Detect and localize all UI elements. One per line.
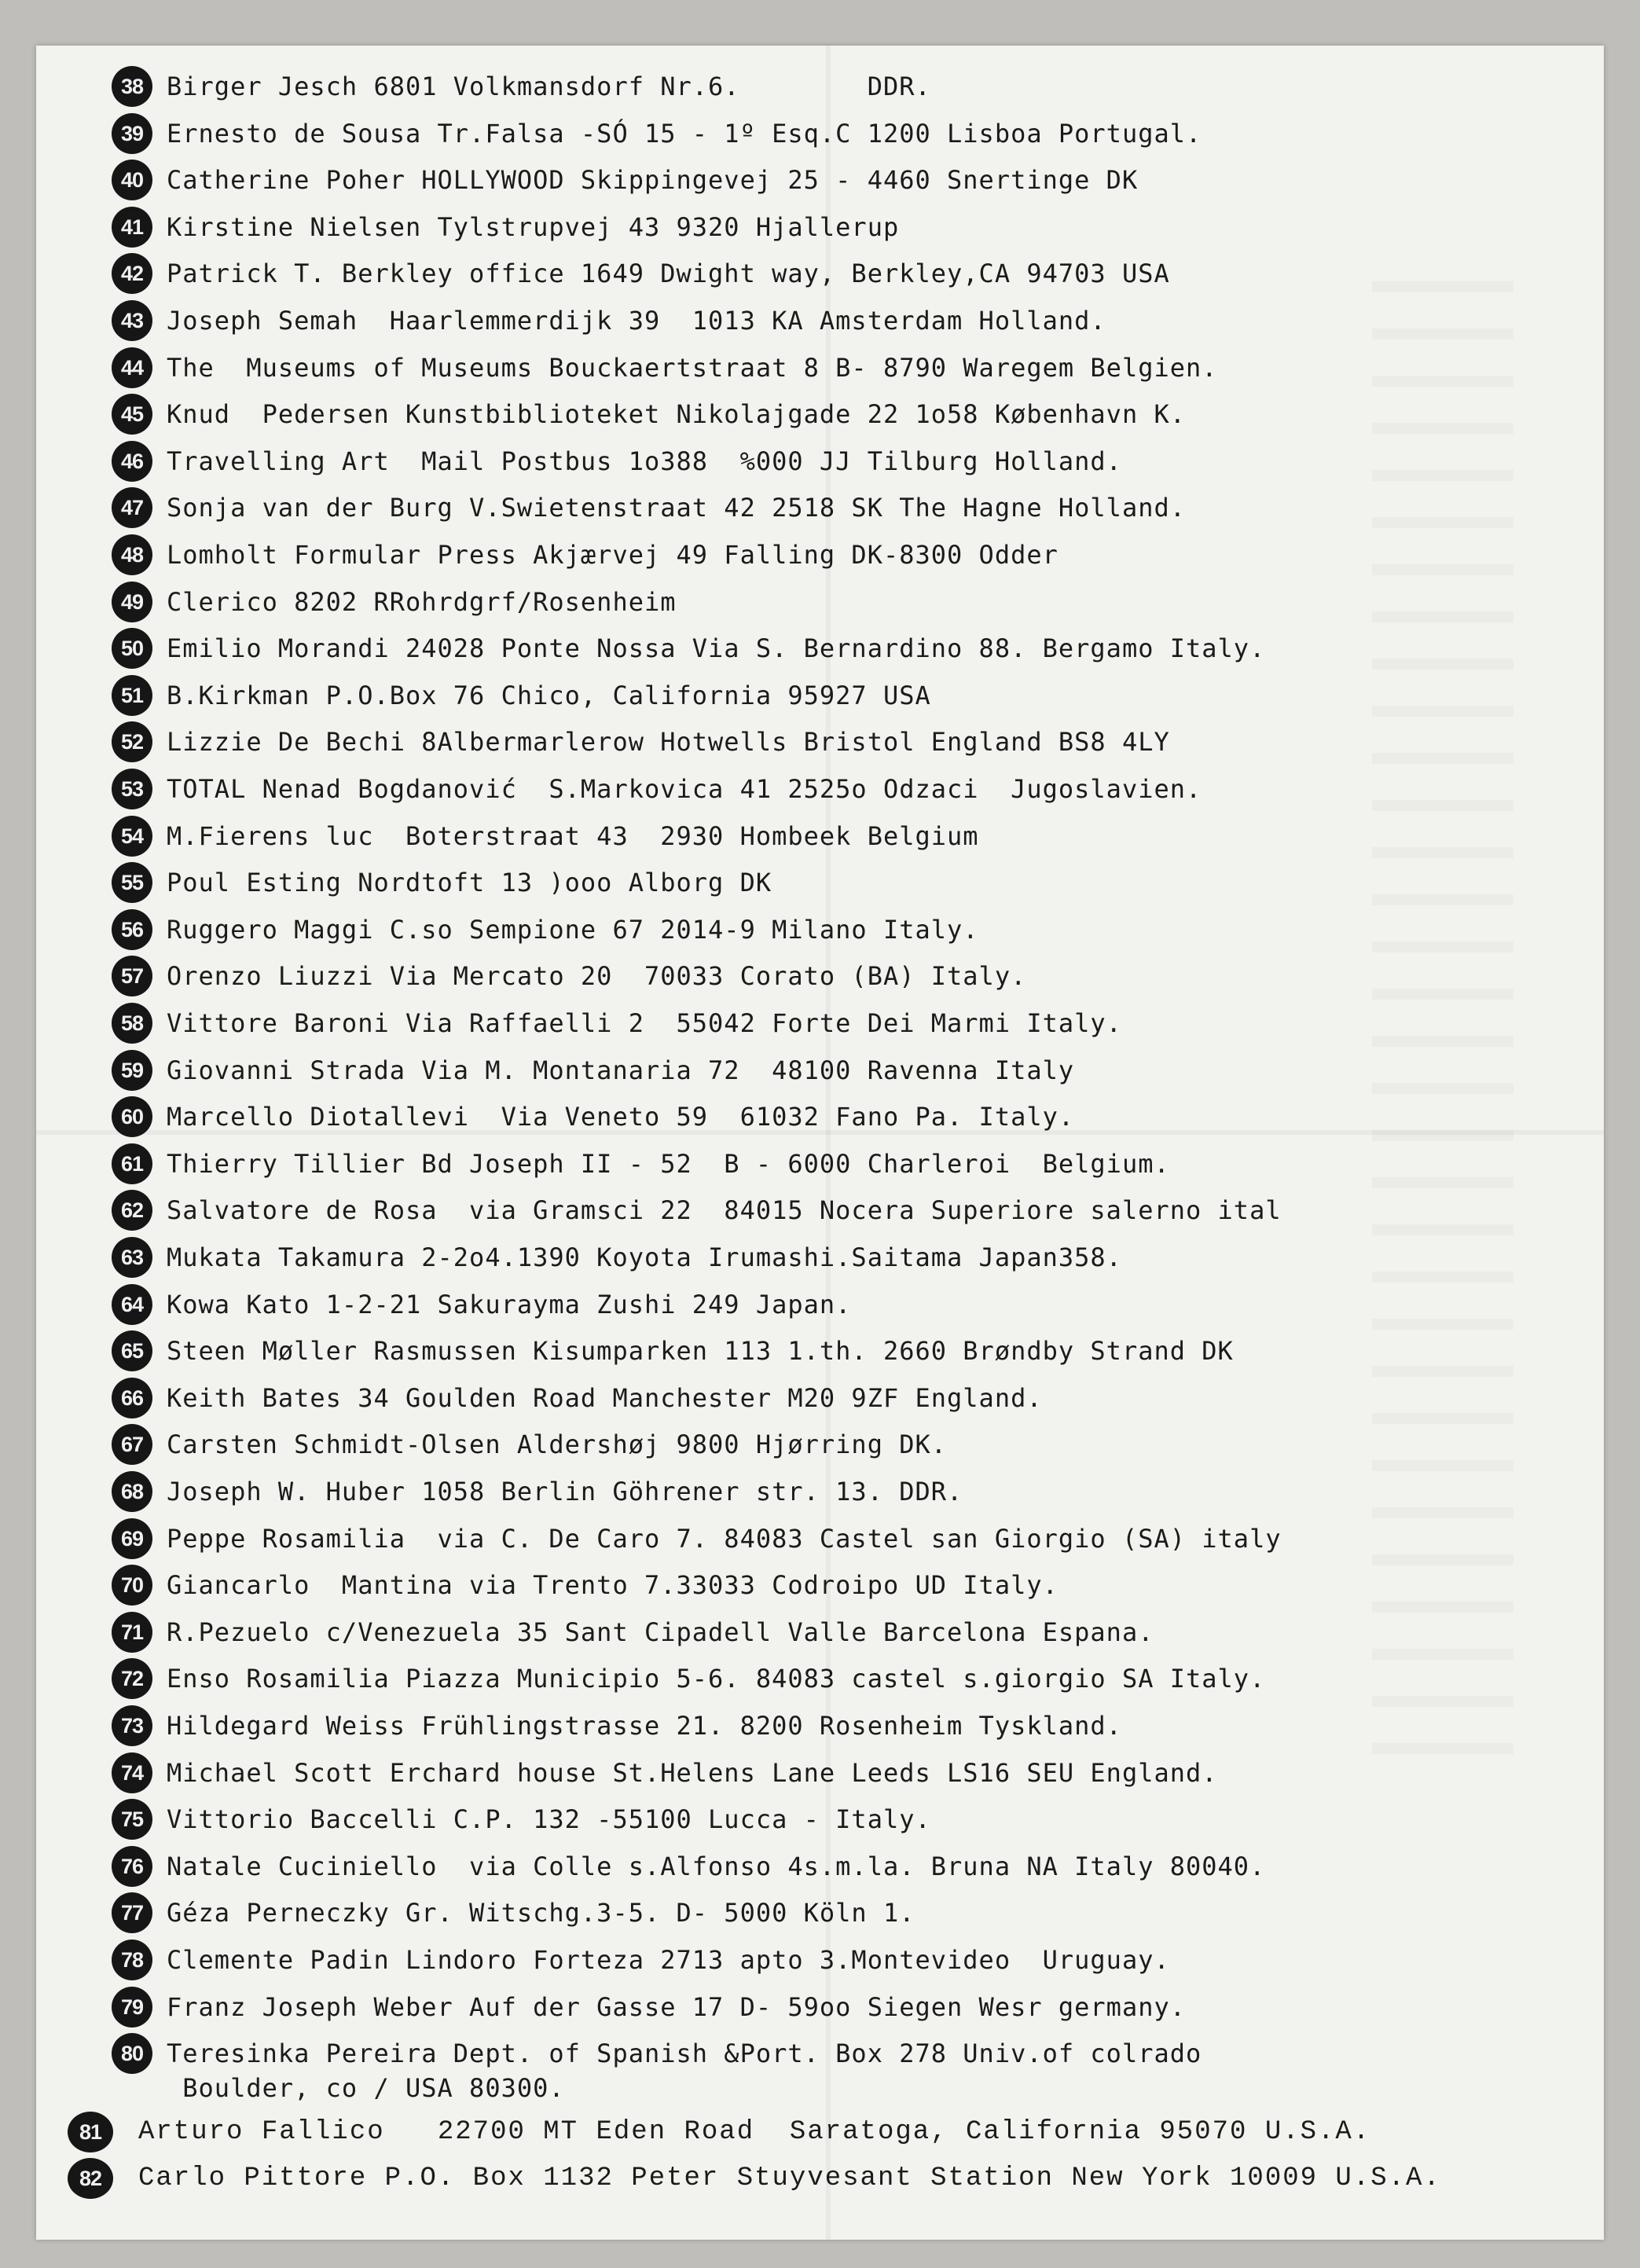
entry-address: Hildegard Weiss Frühlingstrasse 21. 8200 Rosenheim Tyskland. — [167, 1711, 1122, 1741]
entry-number-badge: 49 — [112, 582, 152, 622]
entry-address: Emilio Morandi 24028 Ponte Nossa Via S. Bernardino 88. Bergamo Italy. — [167, 633, 1266, 663]
entry-number-badge: 77 — [112, 1892, 152, 1933]
entry-number-badge: 51 — [112, 675, 152, 716]
list-item — [36, 814, 1604, 858]
list-item — [36, 486, 1604, 530]
entry-address: Knud Pedersen Kunstbiblioteket Nikolajgade 22 1o58 København K. — [167, 399, 1186, 429]
entry-address: Marcello Diotallevi Via Veneto 59 61032 Fano Pa. Italy. — [167, 1102, 1075, 1132]
entry-number-badge: 67 — [112, 1424, 152, 1465]
entry-number-badge: 75 — [112, 1799, 152, 1840]
list-item — [36, 1985, 1604, 2029]
entry-number-badge: 80 — [112, 2033, 152, 2074]
entry-number-badge: 60 — [112, 1096, 152, 1137]
entry-number-badge: 76 — [112, 1846, 152, 1887]
entry-number-badge: 57 — [112, 956, 152, 996]
entry-number-badge: 62 — [112, 1190, 152, 1231]
entry-number-badge: 71 — [112, 1612, 152, 1653]
entry-number-badge: 69 — [112, 1518, 152, 1559]
entry-address: Peppe Rosamilia via C. De Caro 7. 84083 Castel san Giorgio (SA) italy — [167, 1524, 1282, 1554]
entry-number-badge: 81 — [68, 2112, 113, 2152]
list-item — [36, 533, 1604, 577]
entry-address: Catherine Poher HOLLYWOOD Skippingevej 25 - 4460 Snertinge DK — [167, 165, 1139, 195]
entry-address: Patrick T. Berkley office 1649 Dwight way, Berkley,CA 94703 USA — [167, 259, 1170, 288]
entry-number-badge: 78 — [112, 1940, 152, 1980]
list-item — [36, 251, 1604, 295]
list-item — [36, 626, 1604, 670]
list-item — [36, 1235, 1604, 1279]
entry-number-badge: 50 — [112, 628, 152, 669]
entry-number-badge: 52 — [112, 721, 152, 762]
entry-number-badge: 40 — [112, 160, 152, 200]
entry-address: Mukata Takamura 2-2o4.1390 Koyota Irumashi.Saitama Japan358. — [167, 1242, 1122, 1272]
entry-address: Vittore Baroni Via Raffaelli 2 55042 Forte Dei Marmi Italy. — [167, 1008, 1122, 1038]
entry-number-badge: 47 — [112, 487, 152, 528]
entry-number-badge: 56 — [112, 909, 152, 950]
document-sheet — [36, 46, 1604, 2240]
list-item — [36, 439, 1604, 483]
entry-address: Franz Joseph Weber Auf der Gasse 17 D- 59oo Siegen Wesr germany. — [167, 1992, 1186, 2022]
entry-address: Travelling Art Mail Postbus 1o388 %000 JJ Tilburg Holland. — [167, 446, 1122, 476]
entry-address: Carlo Pittore P.O. Box 1132 Peter Stuyvesant Station New York 10009 U.S.A. — [138, 2163, 1441, 2193]
entry-address: Michael Scott Erchard house St.Helens Lane Leeds LS16 SEU England. — [167, 1758, 1218, 1788]
entry-number-badge: 64 — [112, 1284, 152, 1325]
entry-address: Ruggero Maggi C.so Sempione 67 2014-9 Milano Italy. — [167, 915, 979, 945]
entry-address: Orenzo Liuzzi Via Mercato 20 70033 Corato (BA) Italy. — [167, 961, 1027, 991]
list-item — [36, 720, 1604, 764]
entry-address: Joseph W. Huber 1058 Berlin Göhrener str. 13. DDR. — [167, 1477, 963, 1506]
entry-address: Keith Bates 34 Goulden Road Manchester M20 9ZF England. — [167, 1383, 1043, 1413]
entry-address: Salvatore de Rosa via Gramsci 22 84015 Nocera Superiore salerno ital — [167, 1195, 1282, 1225]
entry-address: The Museums of Museums Bouckaertstraat 8 B- 8790 Waregem Belgien. — [167, 353, 1218, 383]
entry-number-badge: 48 — [112, 534, 152, 575]
list-item — [36, 1891, 1604, 1935]
list-item — [36, 1283, 1604, 1327]
list-item — [36, 1563, 1604, 1607]
entry-address: Clemente Padin Lindoro Forteza 2713 apto 3.Montevideo Uruguay. — [167, 1945, 1170, 1975]
entry-address: Arturo Fallico 22700 MT Eden Road Saratoga, California 95070 U.S.A. — [138, 2117, 1371, 2147]
list-item — [36, 954, 1604, 998]
list-item — [36, 2110, 1604, 2154]
list-item — [36, 64, 1604, 108]
entry-address: M.Fierens luc Boterstraat 43 2930 Hombeek Belgium — [167, 821, 979, 851]
entry-number-badge: 65 — [112, 1330, 152, 1371]
list-item — [36, 1938, 1604, 1982]
entry-address: Lomholt Formular Press Akjærvej 49 Falling DK-8300 Odder — [167, 540, 1058, 570]
list-item — [36, 1610, 1604, 1654]
entry-number-badge: 73 — [112, 1705, 152, 1746]
list-item — [36, 1704, 1604, 1748]
list-item — [36, 1142, 1604, 1186]
entry-number-badge: 74 — [112, 1752, 152, 1793]
entry-number-badge: 41 — [112, 207, 152, 248]
entry-address: Teresinka Pereira Dept. of Spanish &Port. Box 278 Univ.of colrado Boulder, co / USA 80300. — [167, 2039, 1202, 2103]
entry-number-badge: 82 — [68, 2158, 113, 2199]
list-item — [36, 346, 1604, 390]
entry-number-badge: 58 — [112, 1003, 152, 1044]
entry-address: Natale Cuciniello via Colle s.Alfonso 4s.m.la. Bruna NA Italy 80040. — [167, 1851, 1266, 1881]
list-item — [36, 299, 1604, 343]
entry-address: Clerico 8202 RRohrdgrf/Rosenheim — [167, 587, 677, 617]
entry-address: TOTAL Nenad Bogdanović S.Markovica 41 2525o Odzaci Jugoslavien. — [167, 774, 1202, 804]
entry-address: Giovanni Strada Via M. Montanaria 72 48100 Ravenna Italy — [167, 1055, 1075, 1085]
entry-address: Kirstine Nielsen Tylstrupvej 43 9320 Hjallerup — [167, 212, 900, 242]
entry-number-badge: 79 — [112, 1987, 152, 2028]
entry-number-badge: 44 — [112, 347, 152, 388]
list-item — [36, 2156, 1604, 2200]
list-item — [36, 1048, 1604, 1092]
list-item — [36, 1844, 1604, 1888]
entry-number-badge: 61 — [112, 1143, 152, 1184]
entry-number-badge: 46 — [112, 441, 152, 482]
list-item — [36, 1657, 1604, 1701]
entry-number-badge: 43 — [112, 300, 152, 341]
address-list — [36, 46, 1604, 2240]
list-item — [36, 205, 1604, 249]
entry-number-badge: 38 — [112, 66, 152, 107]
entry-number-badge: 63 — [112, 1237, 152, 1278]
list-item — [36, 1422, 1604, 1466]
list-item — [36, 158, 1604, 202]
list-item — [36, 1188, 1604, 1232]
entry-address: B.Kirkman P.O.Box 76 Chico, California 95927 USA — [167, 681, 931, 710]
list-item — [36, 861, 1604, 905]
list-item — [36, 2031, 1604, 2103]
entry-number-badge: 54 — [112, 816, 152, 857]
entry-number-badge: 70 — [112, 1565, 152, 1606]
entry-address: Carsten Schmidt-Olsen Aldershøj 9800 Hjørring DK. — [167, 1429, 948, 1459]
list-item — [36, 112, 1604, 156]
list-item — [36, 767, 1604, 811]
entry-address: Lizzie De Bechi 8Albermarlerow Hotwells Bristol England BS8 4LY — [167, 727, 1170, 757]
entry-address: Sonja van der Burg V.Swietenstraat 42 2518 SK The Hagne Holland. — [167, 493, 1186, 523]
list-item — [36, 1095, 1604, 1139]
entry-number-badge: 45 — [112, 394, 152, 435]
list-item — [36, 1797, 1604, 1841]
list-item — [36, 392, 1604, 436]
entry-number-badge: 55 — [112, 862, 152, 903]
entry-address: Birger Jesch 6801 Volkmansdorf Nr.6. DDR. — [167, 72, 931, 101]
entry-address: Ernesto de Sousa Tr.Falsa -SÓ 15 - 1º Esq.C 1200 Lisboa Portugal. — [167, 119, 1202, 149]
entry-number-badge: 72 — [112, 1658, 152, 1699]
list-item — [36, 1517, 1604, 1561]
list-item — [36, 673, 1604, 717]
entry-address: Thierry Tillier Bd Joseph II - 52 B - 6000 Charleroi Belgium. — [167, 1149, 1170, 1179]
list-item — [36, 580, 1604, 624]
list-item — [36, 1751, 1604, 1795]
list-item — [36, 908, 1604, 952]
entry-number-badge: 66 — [112, 1378, 152, 1418]
list-item — [36, 1376, 1604, 1420]
entry-number-badge: 59 — [112, 1050, 152, 1091]
entry-address: Giancarlo Mantina via Trento 7.33033 Codroipo UD Italy. — [167, 1570, 1058, 1600]
entry-number-badge: 68 — [112, 1471, 152, 1512]
entry-address: R.Pezuelo c/Venezuela 35 Sant Cipadell Valle Barcelona Espana. — [167, 1617, 1154, 1647]
entry-number-badge: 42 — [112, 253, 152, 294]
entry-address: Joseph Semah Haarlemmerdijk 39 1013 KA Amsterdam Holland. — [167, 306, 1106, 336]
entry-number-badge: 39 — [112, 113, 152, 154]
entry-number-badge: 53 — [112, 769, 152, 809]
list-item — [36, 1329, 1604, 1373]
list-item — [36, 1001, 1604, 1045]
entry-address: Kowa Kato 1-2-21 Sakurayma Zushi 249 Japan. — [167, 1290, 852, 1319]
entry-address: Géza Perneczky Gr. Witschg.3-5. D- 5000 Köln 1. — [167, 1898, 915, 1928]
entry-address: Poul Esting Nordtoft 13 )ooo Alborg DK — [167, 868, 772, 897]
entry-address: Enso Rosamilia Piazza Municipio 5-6. 84083 castel s.giorgio SA Italy. — [167, 1664, 1266, 1694]
entry-address: Vittorio Baccelli C.P. 132 -55100 Lucca - Italy. — [167, 1804, 931, 1834]
entry-address: Steen Møller Rasmussen Kisumparken 113 1.th. 2660 Brøndby Strand DK — [167, 1336, 1234, 1366]
list-item — [36, 1470, 1604, 1514]
